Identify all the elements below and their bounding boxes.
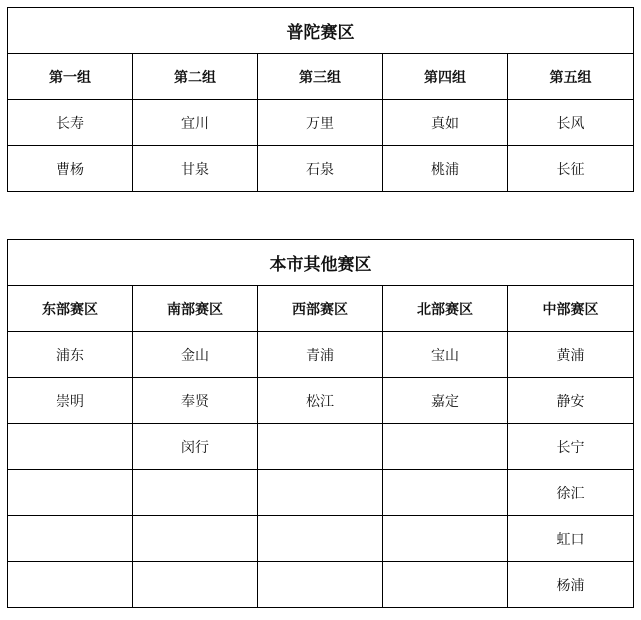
column-header-group-3: 第三组	[258, 54, 383, 100]
table-row	[8, 378, 634, 424]
column-header-north: 北部赛区	[383, 286, 508, 332]
table-cell: 金山	[133, 332, 258, 378]
table-cell	[133, 470, 258, 516]
table-cell	[383, 562, 508, 608]
table-cell	[258, 516, 383, 562]
column-header-group-5: 第五组	[508, 54, 634, 100]
table-cell: 嘉定	[383, 378, 508, 424]
table-row	[8, 100, 634, 146]
table-cell: 崇明	[8, 378, 133, 424]
table-cell: 万里	[258, 100, 383, 146]
table-cell: 宜川	[133, 100, 258, 146]
table-row	[8, 424, 634, 470]
putuo-zone-table	[7, 7, 634, 192]
other-zones-title: 本市其他赛区	[8, 240, 634, 286]
table-cell	[258, 562, 383, 608]
table-cell	[8, 424, 133, 470]
table-cell	[258, 424, 383, 470]
column-header-group-2: 第二组	[133, 54, 258, 100]
table-row	[8, 470, 634, 516]
other-zones-table	[7, 239, 634, 608]
column-header-south: 南部赛区	[133, 286, 258, 332]
table-cell	[133, 516, 258, 562]
table-cell	[133, 562, 258, 608]
table-cell	[383, 516, 508, 562]
table-cell: 曹杨	[8, 146, 133, 192]
table-cell: 长宁	[508, 424, 634, 470]
table-cell	[258, 470, 383, 516]
table-cell: 徐汇	[508, 470, 634, 516]
table-cell	[8, 516, 133, 562]
table-cell: 黄浦	[508, 332, 634, 378]
table-cell: 石泉	[258, 146, 383, 192]
table-cell: 长寿	[8, 100, 133, 146]
table-cell: 甘泉	[133, 146, 258, 192]
table-cell: 虹口	[508, 516, 634, 562]
table-cell: 真如	[383, 100, 508, 146]
table-cell: 闵行	[133, 424, 258, 470]
table-cell: 长风	[508, 100, 634, 146]
table-cell	[383, 470, 508, 516]
table-cell	[383, 424, 508, 470]
putuo-zone-title: 普陀赛区	[8, 8, 634, 54]
column-header-west: 西部赛区	[258, 286, 383, 332]
column-header-group-4: 第四组	[383, 54, 508, 100]
table-cell: 静安	[508, 378, 634, 424]
table-cell	[8, 470, 133, 516]
table-cell: 长征	[508, 146, 634, 192]
other-header-row	[8, 286, 634, 332]
putuo-header-row	[8, 54, 634, 100]
table-row	[8, 562, 634, 608]
table-row	[8, 146, 634, 192]
table-row	[8, 516, 634, 562]
table-row	[8, 332, 634, 378]
table-cell: 桃浦	[383, 146, 508, 192]
column-header-central: 中部赛区	[508, 286, 634, 332]
table-cell: 浦东	[8, 332, 133, 378]
table-cell	[8, 562, 133, 608]
column-header-group-1: 第一组	[8, 54, 133, 100]
column-header-east: 东部赛区	[8, 286, 133, 332]
table-cell: 青浦	[258, 332, 383, 378]
table-cell: 奉贤	[133, 378, 258, 424]
table-cell: 松江	[258, 378, 383, 424]
table-cell: 宝山	[383, 332, 508, 378]
table-cell: 杨浦	[508, 562, 634, 608]
